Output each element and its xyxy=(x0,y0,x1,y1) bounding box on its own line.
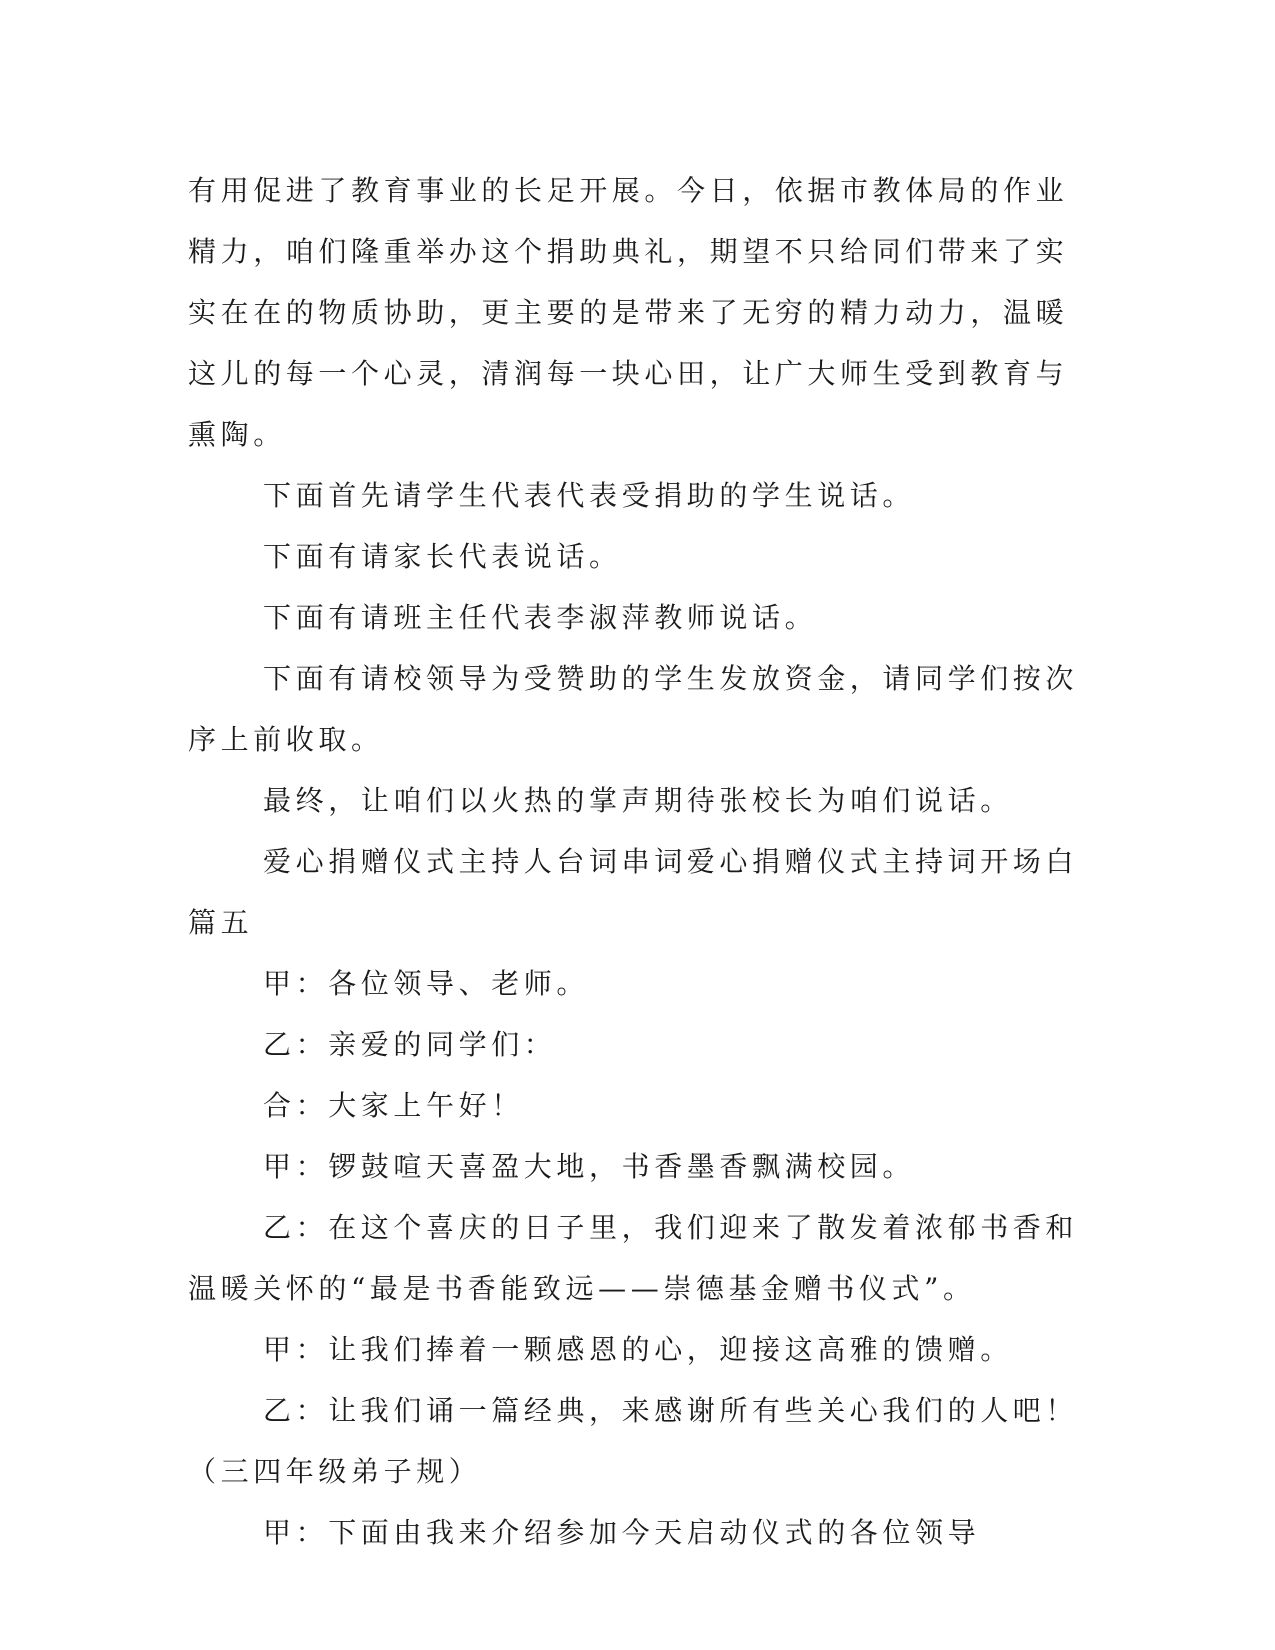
paragraph-10: 合：大家上午好！ xyxy=(263,1089,524,1122)
paragraph-6: 最终，让咱们以火热的掌声期待张校长为咱们说话。 xyxy=(263,784,1013,817)
paragraph-3: 下面有请家长代表说话。 xyxy=(263,540,622,573)
paragraph-15: 甲：下面由我来介绍参加今天启动仪式的各位领导 xyxy=(263,1516,981,1549)
paragraph-14: 乙：让我们诵一篇经典，来感谢所有些关心我们的人吧！（三四年级弟子规） xyxy=(188,1394,1079,1488)
paragraph-5: 下面有请校领导为受赞助的学生发放资金，请同学们按次序上前收取。 xyxy=(188,662,1079,756)
paragraph-8: 甲：各位领导、老师。 xyxy=(263,967,590,1000)
document-body xyxy=(188,160,1088,1563)
paragraph-4: 下面有请班主任代表李淑萍教师说话。 xyxy=(263,601,818,634)
paragraph-2: 下面首先请学生代表代表受捐助的学生说话。 xyxy=(263,479,916,512)
paragraph-11: 甲：锣鼓喧天喜盈大地，书香墨香飘满校园。 xyxy=(263,1150,916,1183)
paragraph-13: 甲：让我们捧着一颗感恩的心，迎接这高雅的馈赠。 xyxy=(263,1333,1013,1366)
paragraph-12: 乙：在这个喜庆的日子里，我们迎来了散发着浓郁书香和温暖关怀的“最是书香能致远——崇德基金赠书仪式”。 xyxy=(188,1211,1079,1305)
paragraph-9: 乙：亲爱的同学们： xyxy=(263,1028,557,1061)
paragraph-7: 爱心捐赠仪式主持人台词串词爱心捐赠仪式主持词开场白篇五 xyxy=(188,845,1079,939)
paragraph-1: 有用促进了教育事业的长足开展。今日，依据市教体局的作业精力，咱们隆重举办这个捐助典礼，期望不只给同们带来了实实在在的物质协助，更主要的是带来了无穷的精力动力，温暖这儿的每一个心灵，清润每一块心田，让广大师生受到教育与熏陶。 xyxy=(188,174,1069,451)
